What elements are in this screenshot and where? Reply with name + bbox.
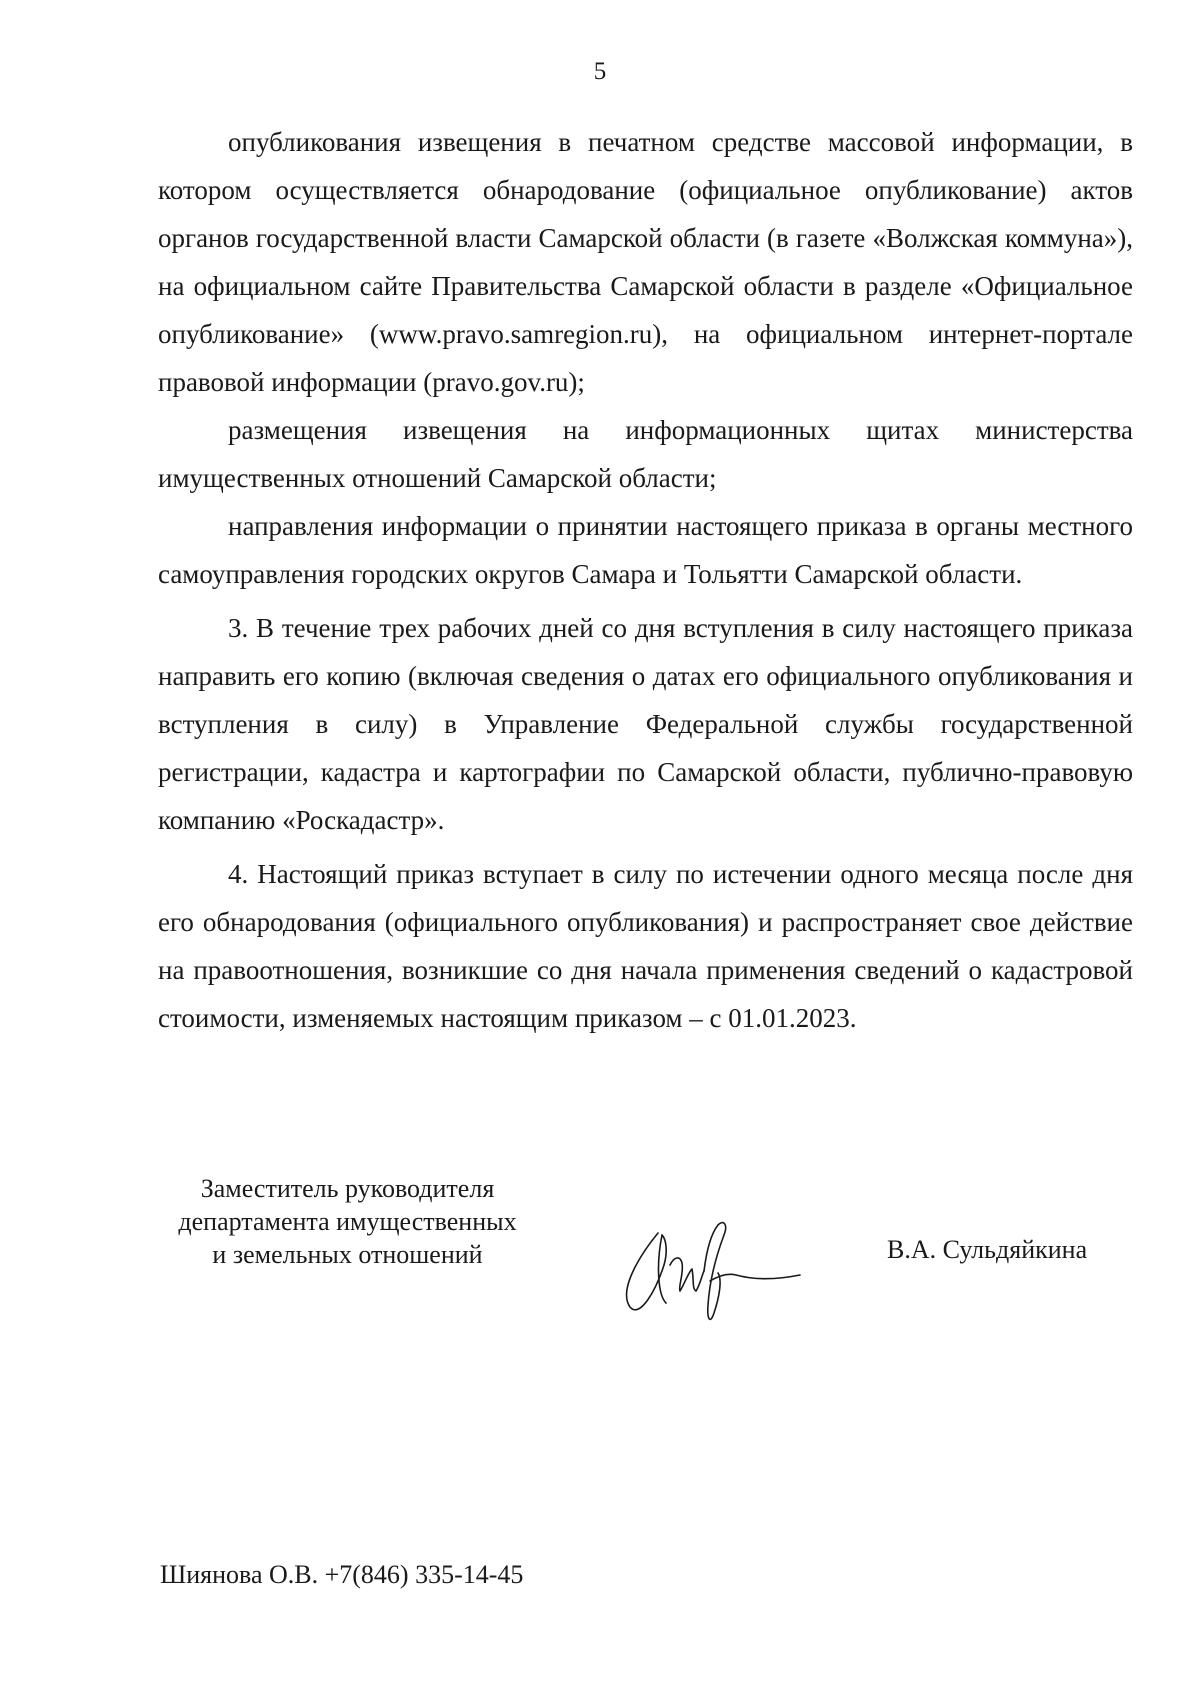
signer-position-line-2: департамента имущественных: [178, 1207, 517, 1236]
paragraph-placement: размещения извещения на информационных щитах министерства имущественных отношений Самарской области;: [158, 415, 1133, 493]
document-body: [158, 118, 1133, 1042]
handwritten-signature-icon: [618, 1195, 808, 1335]
page-number: 5: [593, 58, 607, 85]
signer-position: [150, 1172, 545, 1271]
executor-contact: Шиянова О.В. +7(846) 335-14-45: [160, 1560, 524, 1589]
signer-position-line-1: Заместитель руководителя: [200, 1174, 495, 1203]
paragraph-notification: направления информации о принятии настоящего приказа в органы местного самоуправления городских округов Самара и Тольятти Самарской области.: [158, 511, 1133, 589]
paragraph-publication: опубликования извещения в печатном средстве массовой информации, в котором осуществляется обнародование (официальное опубликование) актов органов государственной власти Самарской области (в газете «Волжская коммуна»), на официальном сайте Правительства Самарской области в разделе «Официальное опубликование» (www.pravo.samregion.ru), на официальном интернет-портале правовой информации (pravo.gov.ru);: [158, 127, 1133, 397]
signer-position-line-3: и земельных отношений: [212, 1240, 483, 1269]
paragraph-item-3: 3. В течение трех рабочих дней со дня вступления в силу настоящего приказа направить его копию (включая сведения о датах его официального опубликования и вступления в силу) в Управление Федеральной службы государственной регистрации, кадастра и картографии по Самарской области, публично-правовую компанию «Роскадастр».: [158, 613, 1133, 835]
signer-name: В.А. Сульдяйкина: [887, 1235, 1088, 1264]
paragraph-item-4: 4. Настоящий приказ вступает в силу по истечении одного месяца после дня его обнародования (официального опубликования) и распространяет свое действие на правоотношения, возникшие со дня начала применения сведений о кадастровой стоимости, изменяемых настоящим приказом – с 01.01.2023.: [158, 859, 1133, 1033]
